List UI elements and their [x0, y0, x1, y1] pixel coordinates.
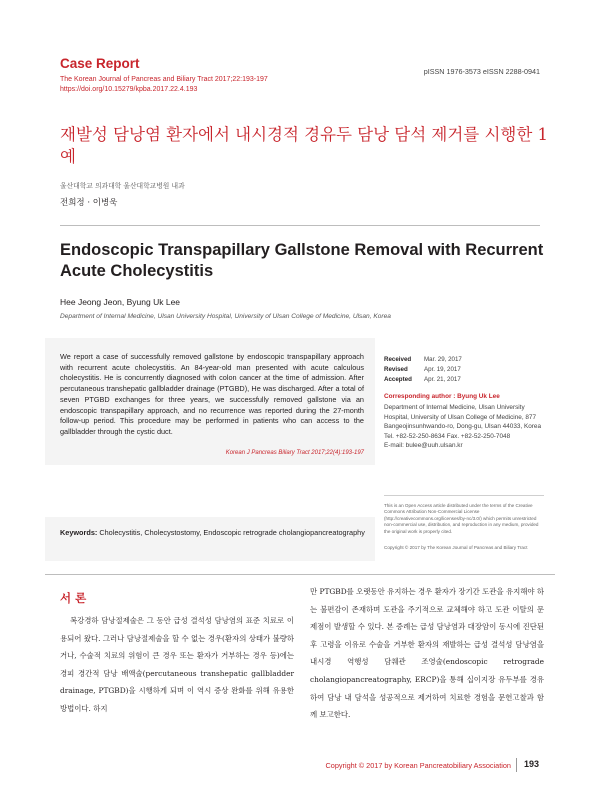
page-number: 193 — [524, 759, 540, 769]
body-column-left — [60, 612, 294, 718]
issn: pISSN 1976-3573 eISSN 2288-0941 — [423, 67, 540, 76]
corresponding-email[interactable]: E-mail: bulee@uuh.ulsan.kr — [384, 442, 463, 450]
journal-copyright: Copyright © 2017 by The Korean Journal of Pancreas and Biliary Tract — [384, 545, 528, 550]
received-label: Received — [384, 356, 412, 363]
open-access-notice: This is an Open Access article distributed under the terms of the Creative Commons Attribution Non-Commercial License (http://creativecommons.org/licenses/by-nc/3.0/) which permits unrestricted non-commercial use, distribution, and reproduction in any medium, provided the original work is properly cited. — [384, 503, 539, 534]
article-type: Case Report — [60, 56, 140, 71]
corresponding-address-line: Department of Internal Medicine, Ulsan University Hospital, University of Ulsan College of Medicine, 877 Bangeojinsunhwando-ro, Dong-gu, Ulsan 44033, Korea — [384, 404, 542, 431]
keywords — [60, 528, 370, 539]
divider — [45, 574, 555, 575]
accepted-date — [384, 376, 461, 383]
english-authors: Hee Jeong Jeon, Byung Uk Lee — [60, 297, 181, 307]
accepted-label: Accepted — [384, 376, 412, 383]
footer-copyright: Copyright © 2017 by Korean Pancreatobiliary Association — [325, 761, 511, 770]
corresponding-phone: Tel. +82-52-250-8634 Fax. +82-52-250-7048 — [384, 432, 511, 440]
paragraph: 만 PTGBD를 오랫동안 유지하는 경우 환자가 장기간 도관을 유지해야 하는 불편감이 존재하며 도관을 주기적으로 교체해야 하고 도관 이탈의 문제점이 발생할 수 있다. 본 증례는 급성 담낭염과 대장암이 동시에 진단된 후 고령을 이유로 수술을 거부한 환자의 재발하는 급성 결석성 담낭염을 내시경 역행성 담췌관 조영술(endoscopic retrograde cholangiopancreatography, ERCP)을 통해 십이지장 유두부를 경유하여 담낭 내 담석을 성공적으로 제거하여 치료한 경험을 문헌고찰과 함께 보고한다. — [310, 587, 544, 720]
section-title: 서 론 — [60, 591, 87, 605]
received-date — [384, 356, 462, 363]
received-value: Mar. 29, 2017 — [424, 356, 462, 363]
revised-value: Apr. 19, 2017 — [424, 366, 461, 373]
divider — [60, 225, 540, 226]
korean-authors: 전희정 · 이병욱 — [60, 198, 118, 208]
english-affiliation: Department of Internal Medicine, Ulsan University Hospital, University of Ulsan College of Medicine, Ulsan, Korea — [60, 313, 391, 320]
revised-date — [384, 366, 461, 373]
revised-label: Revised — [384, 366, 408, 373]
corresponding-author — [384, 393, 500, 400]
abstract-citation: Korean J Pancreas Biliary Tract 2017;22(4):193-197 — [225, 450, 364, 456]
paragraph: 복강경하 담낭절제술은 그 동안 급성 결석성 담낭염의 표준 치료로 이용되어 왔다. 그러나 담낭절제술을 할 수 없는 경우(환자의 상태가 불량하거나, 수술적 치료의 위험이 큰 경우 또는 환자가 거부하는 경우 등)에는 경피 경간적 담낭 배액술(percutaneous transhepatic gallbladder drainage, PTGBD)을 시행하게 되며 이 역시 증상 완화를 위해 유용한 방법이다. 하지 — [60, 616, 294, 713]
keywords-label: Keywords: — [60, 528, 98, 537]
abstract-text: We report a case of successfully removed gallstone by endoscopic transpapillary approach with recurrent acute cholecystitis. An 84-year-old man presented with acute calculous cholecystitis. He is concurrently diagnosed with colon cancer at the time of admission. After percutaneous transhepatic gallbladder drainage (PTGBD), He was discharged. After a total of seven PTGBD exchanges for three years, we successfully removed gallstone via an endoscopic transpapillary approach, and no recurrence was reported during the 27-month follow-up period. This procedure may be performed in patients who can access to the gallbladder through the cystic duct. — [60, 352, 364, 436]
keywords-box — [45, 517, 375, 561]
corresponding-author-label: Corresponding author : Byung Uk Lee — [384, 393, 500, 400]
corresponding-address — [384, 403, 544, 451]
keywords-list: Cholecystitis, Cholecystostomy, Endoscopic retrograde cholangiopancreatography — [97, 528, 365, 537]
accepted-value: Apr. 21, 2017 — [424, 376, 461, 383]
doi-link[interactable]: https://doi.org/10.15279/kpba.2017.22.4.193 — [60, 86, 198, 93]
korean-affiliation: 울산대학교 의과대학 울산대학교병원 내과 — [60, 182, 185, 190]
body-column-right — [310, 583, 544, 724]
journal-citation: The Korean Journal of Pancreas and Biliary Tract 2017;22:193-197 — [60, 76, 268, 83]
divider — [384, 495, 544, 496]
english-title: Endoscopic Transpapillary Gallstone Removal with Recurrent Acute Cholecystitis — [60, 241, 544, 280]
korean-title: 재발성 담낭염 환자에서 내시경적 경유두 담낭 담석 제거를 시행한 1예 — [60, 125, 549, 166]
footer-separator — [516, 758, 517, 772]
